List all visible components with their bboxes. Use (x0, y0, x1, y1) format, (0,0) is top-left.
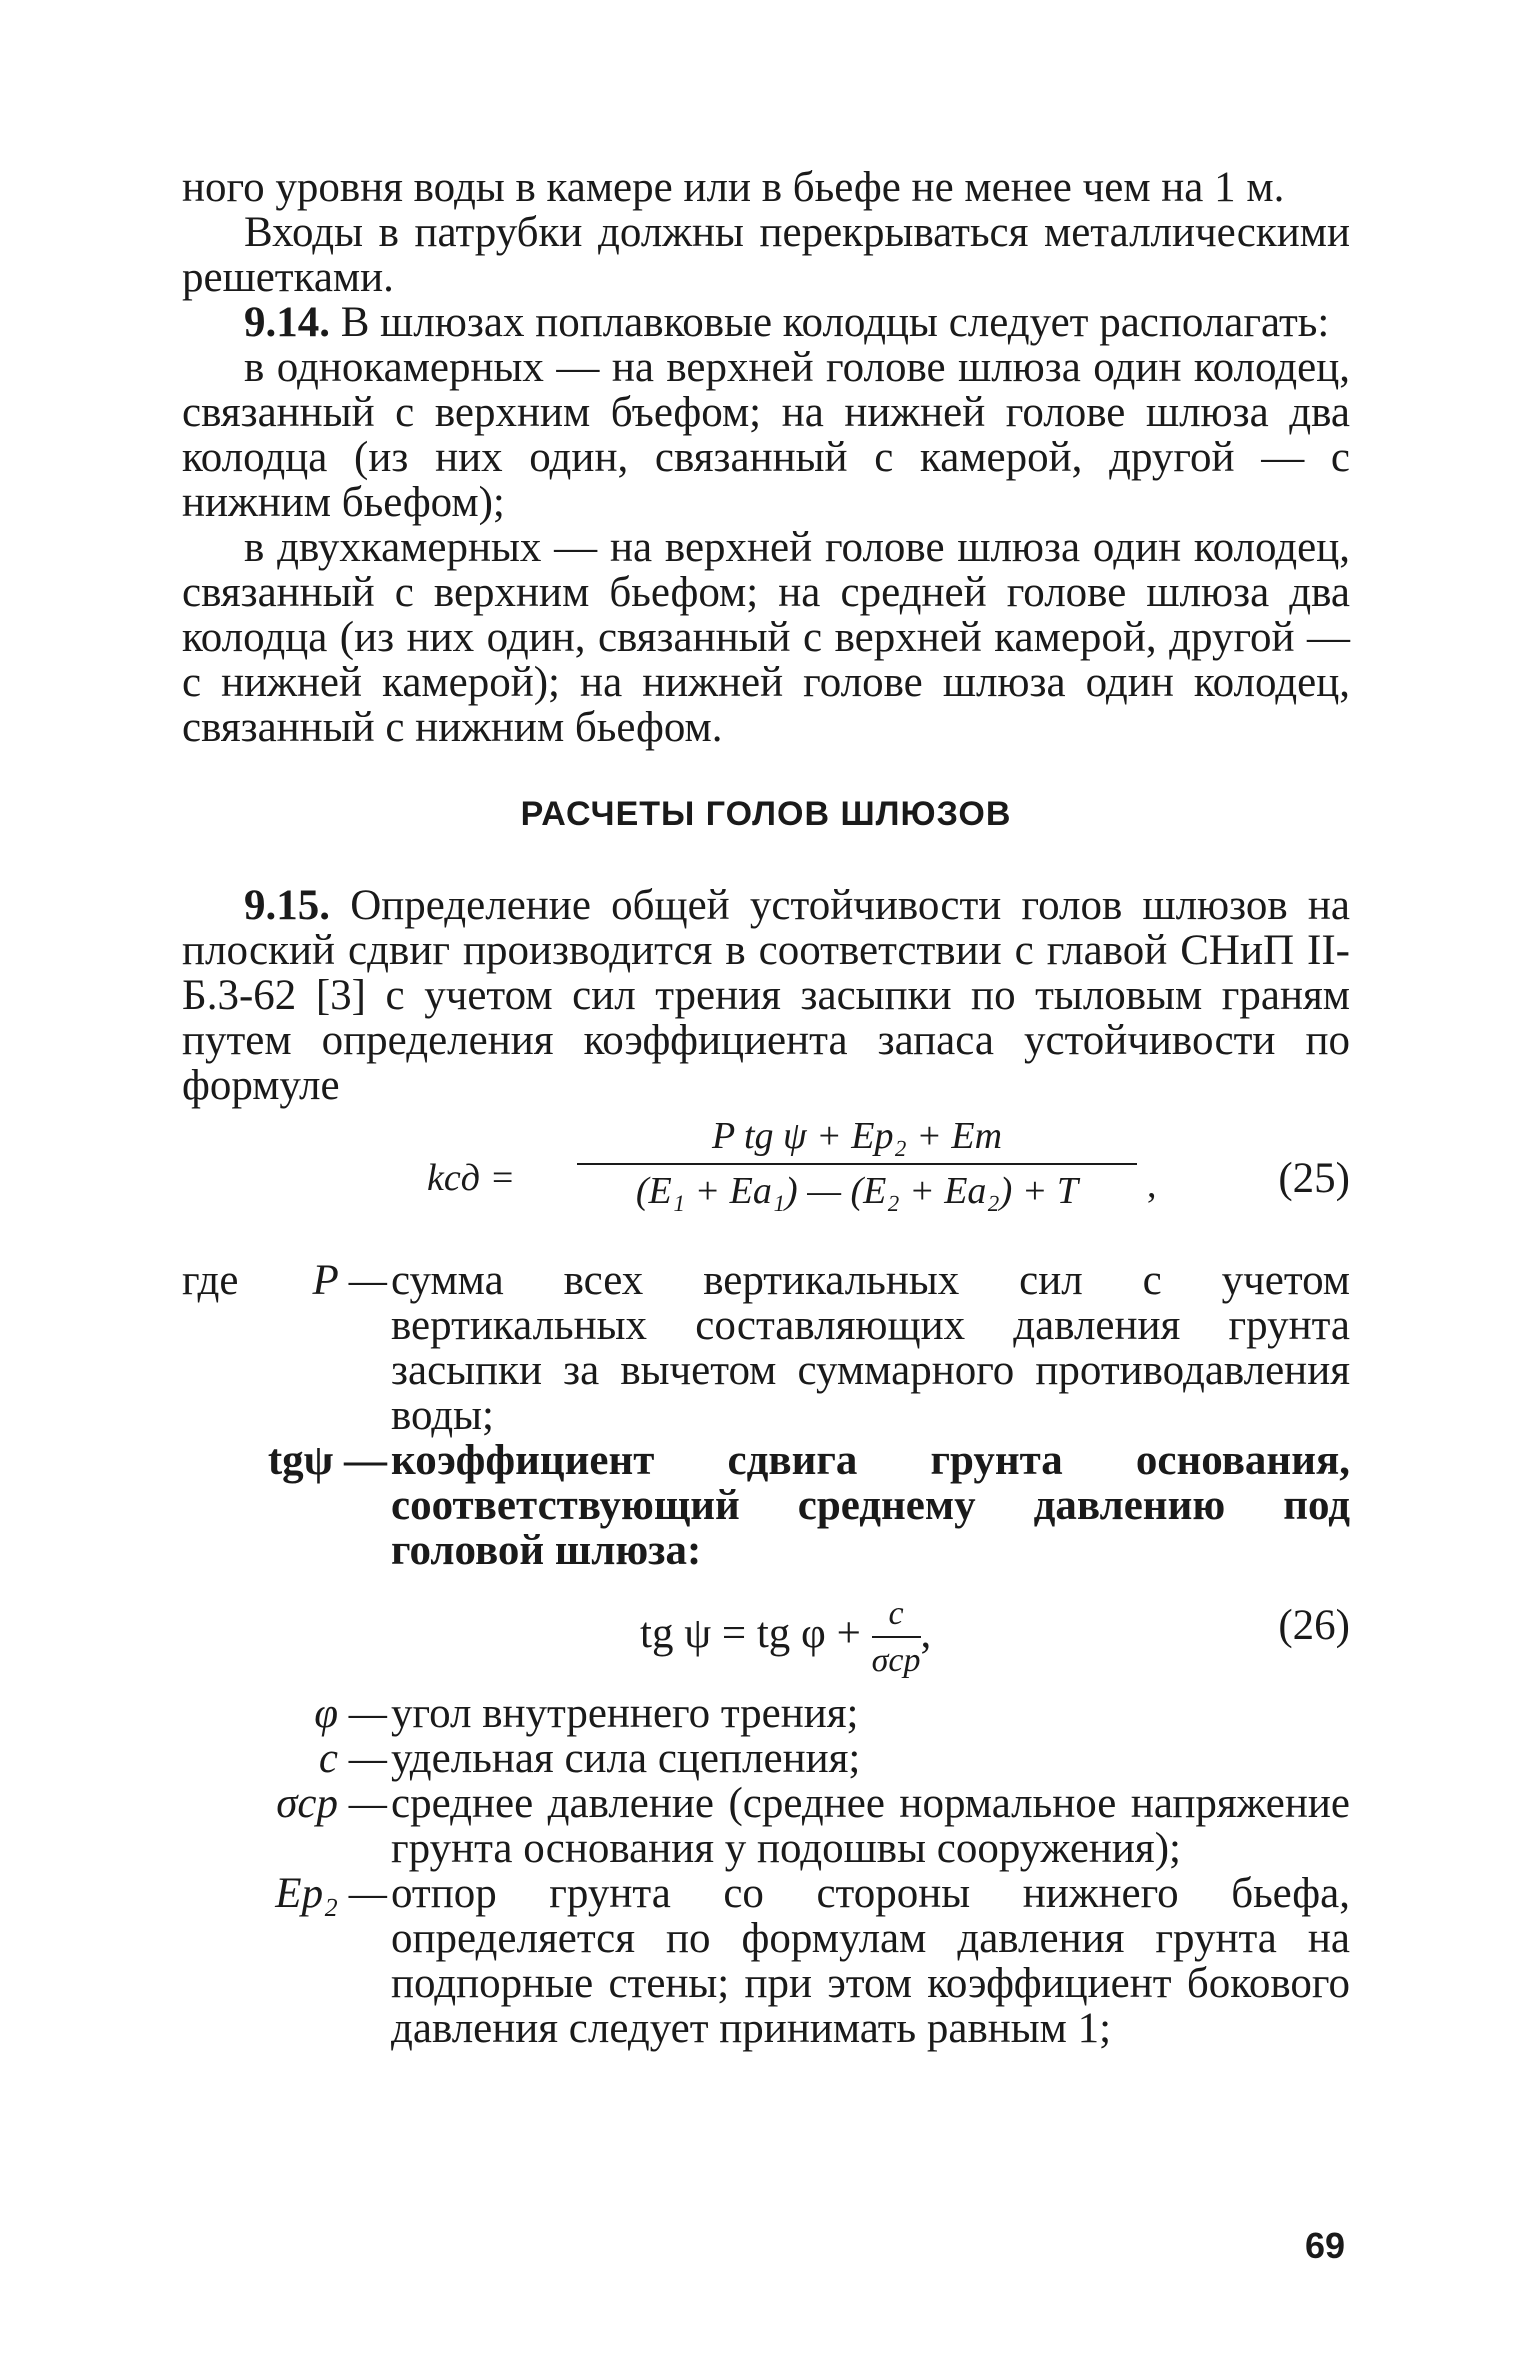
symbol-tg: tgψ — (267, 1437, 387, 1484)
definition-tg (182, 1438, 1350, 1573)
paragraph-single-chamber: в однокамерных — на верхней голове шлюза один колодец, связанный с верхним бъефом; на нижней голове шлюза два колодца (из них один, связанный с камерой, другой — с нижним бьефом); (182, 344, 1350, 526)
paragraph-continuation: ного уровня воды в камере или в бьефе не менее чем на 1 м. (182, 164, 1285, 211)
formula-comma: , (1147, 1164, 1157, 1206)
paragraph-9-14 (182, 300, 1350, 345)
formula-expression (640, 1591, 931, 1683)
page-number: 69 (1305, 2225, 1346, 2266)
definitions-list (182, 1258, 1350, 2051)
paragraph-number: 9.14. (244, 299, 330, 346)
symbol-E: Eр₂ — (275, 1870, 387, 1917)
paragraph-inlets: Входы в патрубки должны перекрываться металлическими решетками. (182, 209, 1350, 301)
formula-denominator: (E₁ + Eа₁) — (E₂ + Eа₂) + T (635, 1170, 1079, 1212)
section-heading: РАСЧЕТЫ ГОЛОВ ШЛЮЗОВ (520, 795, 1012, 833)
definition-c (182, 1736, 1350, 1781)
definition-text: сумма всех вертикальных сил с учетом вертикальных составляющих давления грунта засыпки за вычетом суммарного противодавления воды; (391, 1257, 1350, 1439)
paragraph-double-chamber: в двухкамерных — на верхней голове шлюза один колодец, связанный с верхним бьефом; на средней голове шлюза два колодца (из них один, связанный с верхней камерой, другой — с нижней камерой); на нижней голове шлюза один колодец, связанный с нижним бьефом. (182, 524, 1350, 751)
formula-denominator: σср (871, 1642, 921, 1679)
equation-number: (26) (1278, 1602, 1350, 1649)
formula-lhs: kсд = (427, 1157, 516, 1199)
definition-text: коэффициент сдвига грунта основания, соответствующий среднему давлению под головой шлюза: (391, 1437, 1350, 1574)
definition-text: угол внутреннего трения; (391, 1690, 859, 1737)
where-label: где (182, 1257, 239, 1304)
paragraph-text: Определение общей устойчивости голов шлюзов на плоский сдвиг производится в соответствии с главой СНиП II-Б.3-62 [3] с учетом сил трения засыпки по тыловым граням путем определения коэффициента запаса устойчивости по формуле (182, 882, 1350, 1109)
formula-26 (182, 1573, 1350, 1691)
formula-lhs: tg ψ = tg φ + (640, 1609, 861, 1657)
symbol-P: P — (312, 1257, 387, 1304)
body-text (182, 165, 1350, 2051)
formula-25 (182, 1108, 1350, 1258)
formula-fraction (577, 1114, 1137, 1214)
symbol-phi: φ — (314, 1690, 387, 1737)
definition-text: отпор грунта со стороны нижнего бьефа, определяется по формулам давления грунта на подпорные стены; при этом коэффициент бокового давления следует принимать равным 1; (391, 1870, 1350, 2052)
formula-comma: , (920, 1609, 932, 1657)
equation-number: (25) (1278, 1155, 1350, 1202)
symbol-c: c — (318, 1735, 387, 1782)
definition-P (182, 1258, 1350, 1438)
definition-E (182, 1871, 1350, 2051)
paragraph-9-15 (182, 883, 1350, 1108)
definition-phi (182, 1691, 1350, 1736)
definition-text: удельная сила сцепления; (391, 1735, 861, 1782)
paragraph-text: В шлюзах поплавковые колодцы следует располагать: (340, 299, 1330, 346)
formula-numerator: c (872, 1591, 921, 1638)
definition-sigma (182, 1781, 1350, 1871)
formula-numerator: P tg ψ + Eр₂ + Eт (577, 1114, 1137, 1165)
formula-fraction (872, 1591, 921, 1683)
paragraph-number: 9.15. (244, 882, 330, 929)
symbol-sigma: σср — (276, 1780, 387, 1827)
definition-text: среднее давление (среднее нормальное напряжение грунта основания у подошвы сооружения); (391, 1780, 1350, 1872)
